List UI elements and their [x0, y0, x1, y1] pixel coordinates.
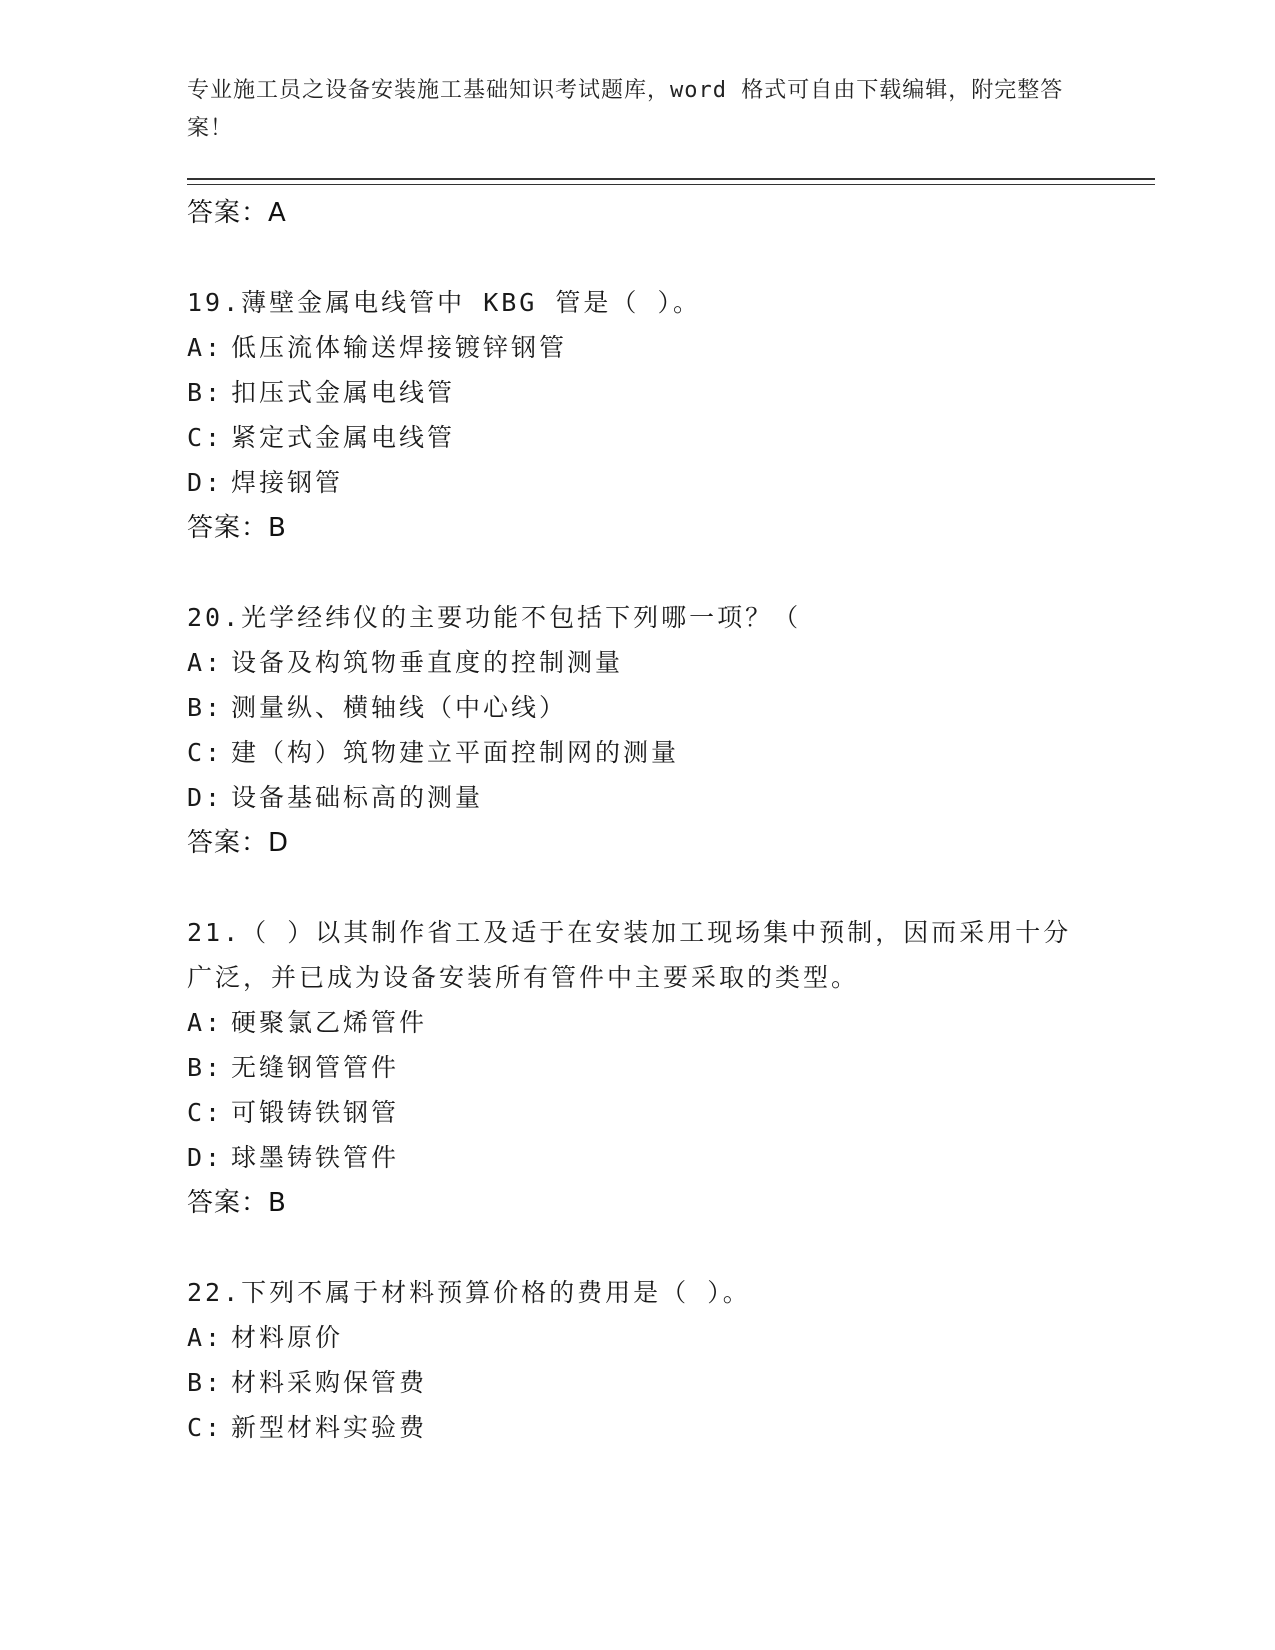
- option-key: C:: [187, 1098, 224, 1127]
- option-key: B:: [187, 378, 224, 407]
- header-rule-thick: [187, 178, 1155, 180]
- answer-label: 答案：: [187, 1188, 269, 1218]
- answer-line: [187, 1180, 1087, 1226]
- option-key: B:: [187, 1368, 224, 1397]
- option-d: [187, 1135, 1087, 1180]
- option-d: [187, 460, 1087, 505]
- question-block: [187, 1270, 1087, 1450]
- option-text: 新型材料实验费: [231, 1413, 428, 1442]
- option-key: A:: [187, 1323, 224, 1352]
- option-a: [187, 1000, 1087, 1045]
- page-header: 专业施工员之设备安装施工基础知识考试题库，word 格式可自由下载编辑，附完整答案！: [187, 78, 1064, 141]
- option-b: [187, 685, 1087, 730]
- answer-label: 答案：: [187, 513, 269, 543]
- option-b: [187, 370, 1087, 415]
- option-text: 紧定式金属电线管: [231, 423, 456, 452]
- option-text: 焊接钢管: [231, 468, 344, 497]
- answer-value: A: [268, 198, 287, 228]
- option-text: 设备基础标高的测量: [231, 783, 484, 812]
- option-a: [187, 1315, 1087, 1360]
- answer-value: D: [268, 828, 290, 858]
- option-text: 测量纵、横轴线（中心线）: [231, 693, 568, 722]
- option-key: C:: [187, 1413, 224, 1442]
- document-content: [187, 190, 1087, 1450]
- answer-label: 答案：: [187, 198, 269, 228]
- question-block: [187, 280, 1087, 551]
- answer-line: [187, 190, 1087, 236]
- option-key: A:: [187, 1008, 224, 1037]
- option-b: [187, 1045, 1087, 1090]
- option-key: D:: [187, 468, 224, 497]
- option-text: 扣压式金属电线管: [231, 378, 456, 407]
- option-text: 设备及构筑物垂直度的控制测量: [231, 648, 624, 677]
- option-text: 建（构）筑物建立平面控制网的测量: [231, 738, 680, 767]
- question-text: 22.下列不属于材料预算价格的费用是（ ）。: [187, 1278, 751, 1307]
- answer-value: B: [268, 513, 287, 543]
- option-text: 材料原价: [231, 1323, 344, 1352]
- option-b: [187, 1360, 1087, 1405]
- option-text: 低压流体输送焊接镀锌钢管: [231, 333, 568, 362]
- option-key: C:: [187, 738, 224, 767]
- option-text: 无缝钢管管件: [231, 1053, 400, 1082]
- question-text: 19.薄壁金属电线管中 KBG 管是（ ）。: [187, 288, 701, 317]
- option-key: A:: [187, 333, 224, 362]
- answer-line: [187, 505, 1087, 551]
- question-text: 20.光学经纬仪的主要功能不包括下列哪一项？（: [187, 603, 802, 632]
- question-text: 21.（ ）以其制作省工及适于在安装加工现场集中预制，因而采用十分广泛，并已成为设备安装所有管件中主要采取的类型。: [187, 918, 1072, 992]
- option-text: 材料采购保管费: [231, 1368, 428, 1397]
- option-a: [187, 325, 1087, 370]
- option-d: [187, 775, 1087, 820]
- option-text: 球墨铸铁管件: [231, 1143, 400, 1172]
- option-a: [187, 640, 1087, 685]
- option-key: A:: [187, 648, 224, 677]
- answer-line: [187, 820, 1087, 866]
- option-key: B:: [187, 1053, 224, 1082]
- option-text: 硬聚氯乙烯管件: [231, 1008, 428, 1037]
- option-key: B:: [187, 693, 224, 722]
- option-c: [187, 415, 1087, 460]
- question-block: [187, 595, 1087, 866]
- option-c: [187, 730, 1087, 775]
- answer-label: 答案：: [187, 828, 269, 858]
- option-key: C:: [187, 423, 224, 452]
- option-key: D:: [187, 1143, 224, 1172]
- question-block: [187, 910, 1087, 1226]
- header-rule-thin: [187, 184, 1155, 185]
- option-c: [187, 1405, 1087, 1450]
- option-text: 可锻铸铁钢管: [231, 1098, 400, 1127]
- option-key: D:: [187, 783, 224, 812]
- option-c: [187, 1090, 1087, 1135]
- answer-value: B: [268, 1188, 287, 1218]
